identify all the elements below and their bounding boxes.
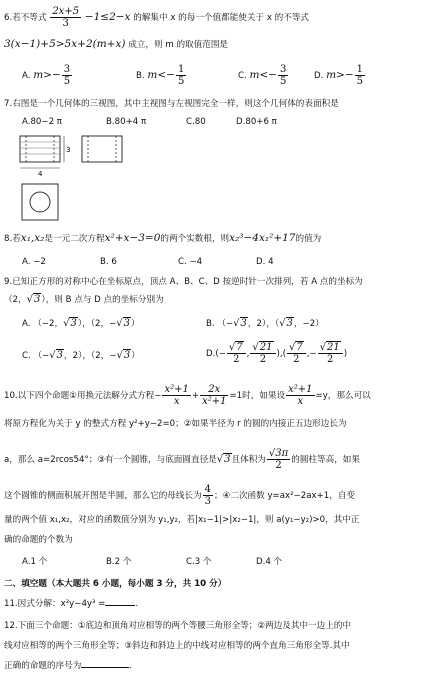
q12-line3: 正确的命题的序号为 .: [4, 661, 133, 671]
q12-answer-blank[interactable]: [81, 667, 129, 668]
height-dimension: 3: [66, 146, 71, 154]
q10-line2: 将原方程化为关于 y 的整式方程 y²+y−2=0；②如果半径为 r 的圆的内接正五边形边长为: [4, 419, 347, 429]
three-view-figure: [8, 130, 128, 230]
q9-line2: （2，√3），则 B 点与 D 点的坐标分别为: [4, 294, 164, 305]
width-dimension: 4: [38, 170, 43, 178]
q12-line1: 12.下面三个命题：①底边和顶角对应相等的两个等腰三角形全等；②两边及其中一边上的中: [4, 621, 352, 631]
top-view: [22, 184, 58, 220]
q10-line3: a，那么 a=2rcos54°；③有一个圆锥，与底面圆直径是√3且体积为 $\frac{√3\pi}{2}$ 的圆柱等高，如果: [4, 448, 360, 471]
q10-line6: 确的命题的个数为: [4, 535, 73, 545]
q11-line: 11.因式分解：x²y−4y³ = .: [4, 599, 139, 609]
q8-option-d[interactable]: D. 4: [256, 257, 274, 267]
q10-option-b[interactable]: B.2 个: [106, 557, 132, 567]
q12-line2: 线对应相等的两个三角形全等；③斜边和斜边上的中线对应相等的两个直角三角形全等.其中: [4, 641, 350, 651]
q8-expression: x₂³−4x₁²+17: [229, 232, 296, 244]
q10-line5: 量的两个值 x₁,x₂，对应的函数值分别为 y₁,y₂，若|x₁−1|>|x₂−1|，则 a(y₁−y₂)>0，其中正: [4, 515, 360, 525]
q11-answer-blank[interactable]: [105, 605, 135, 606]
q6-option-b[interactable]: B. m<− $\frac{1}{5}$: [136, 64, 185, 87]
q6-stem-pre: 6.若不等式: [4, 13, 47, 23]
q8-option-b[interactable]: B. 6: [100, 257, 117, 267]
q6-stem-post: 的解集中 x 的每一个值都能使关于 x 的不等式: [133, 13, 310, 23]
q9-option-a[interactable]: A. （−2，√3），（2，−√3）: [22, 318, 140, 329]
q10-line1: 10.以下四个命题①用换元法解分式方程− $\frac{\text{x²+1}}{x}$ + $\frac{2x}{\text{x²+1}}$ =1时，如果设 $\frac{\text{x²+1}}{x}$ =y，那么可以: [4, 384, 371, 407]
side-view: [82, 136, 122, 162]
q9-option-d[interactable]: D.(− $\frac{√7}{2}$ , $\frac{√21}{2}$ ),( $\frac{√7}{2}$ ,− $\frac{√21}{2}$ ): [206, 342, 348, 365]
q6-option-c[interactable]: C. m<− $\frac{3}{5}$: [238, 64, 287, 87]
q6-stem-mid: −1≤2−x: [84, 11, 131, 23]
q7-option-c[interactable]: C.80: [186, 117, 206, 127]
q8-option-c[interactable]: C. −4: [178, 257, 203, 267]
q7-stem: 7.右图是一个几何体的三视图，其中主视图与左视图完全一样，则这个几何体的表面积是: [4, 99, 339, 109]
q6-option-d[interactable]: D. m>− $\frac{1}{5}$: [314, 64, 364, 87]
q6-line1: [4, 6, 309, 29]
q7-option-a[interactable]: A.80−2 π: [22, 117, 62, 127]
q9-option-c[interactable]: C. （−√3，2），（2，−√3）: [22, 350, 140, 361]
q8-stem: 8.若x₁,x₂是一元二次方程x²+x−3=0的两个实数根，则x₂³−4x₁²+17的值为: [4, 232, 322, 244]
q10-line4: 这个圆锥的侧面积展开图是半圆，那么它的母线长为 $\frac{4}{3}$ ；④二次函数 y=ax²−2ax+1，自变: [4, 484, 356, 507]
q9-option-b[interactable]: B. （−√3，2），（√3，−2）: [206, 318, 324, 329]
q6-option-a[interactable]: A. m>− $\frac{3}{5}$: [22, 64, 71, 87]
q6-fraction: $\frac{2x+5}{3}$: [52, 6, 80, 29]
q6-inequality: 3(x−1)+5>5x+2(m+x): [4, 38, 126, 50]
q6-ineq-post: 成立，则 m 的取值范围是: [128, 40, 229, 50]
q6-line2: [4, 38, 228, 51]
q8-equation: x²+x−3=0: [104, 232, 161, 244]
q8-option-a[interactable]: A. −2: [22, 257, 46, 267]
q7-option-b[interactable]: B.80+4 π: [106, 117, 147, 127]
q8-roots: x₁,x₂: [20, 232, 45, 244]
q10-option-a[interactable]: A.1 个: [22, 557, 48, 567]
q10-option-d[interactable]: D.4 个: [256, 557, 283, 567]
q10-option-c[interactable]: C.3 个: [186, 557, 212, 567]
front-view: [20, 136, 70, 178]
q9-line1: 9.已知正方形的对称中心在坐标原点，顶点 A、B、C、D 按逆时针一次排列，若 A 点的坐标为: [4, 277, 363, 287]
q7-option-d[interactable]: D.80+6 π: [236, 117, 277, 127]
section-title: 二、填空题（本大题共 6 小题，每小题 3 分，共 10 分）: [4, 579, 227, 589]
